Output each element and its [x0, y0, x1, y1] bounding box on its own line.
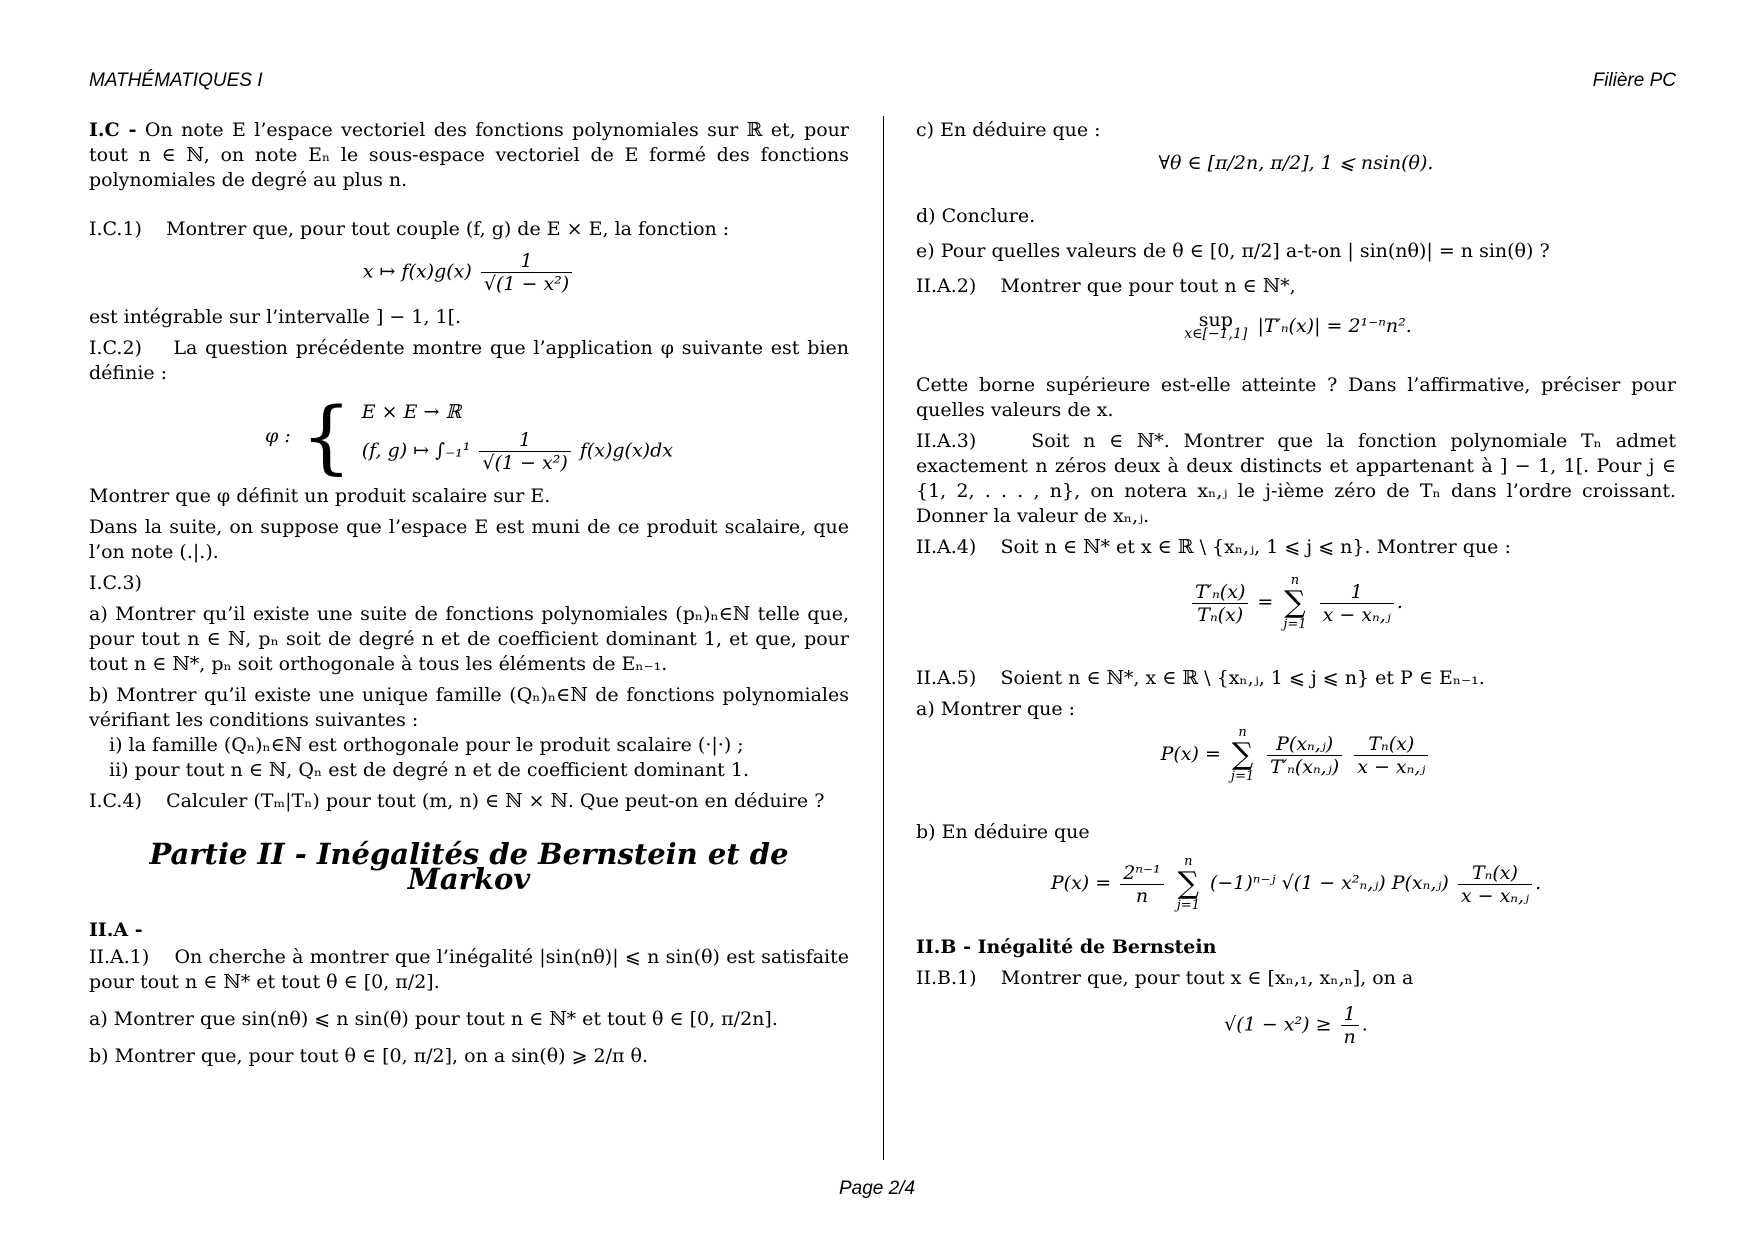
cheb-sum-top: n	[1184, 854, 1193, 869]
equation-sup	[916, 309, 1676, 342]
bern-num: 1	[1341, 1003, 1359, 1026]
header-subject: MATHÉMATIQUES I	[89, 70, 263, 91]
cheb-lhs: P(x) =	[1050, 872, 1112, 894]
page-number: Page 2/4	[838, 1178, 916, 1199]
phi-line-1: E × E → ℝ	[361, 401, 462, 423]
ld-sum	[1283, 574, 1306, 632]
header-track: Filière PC	[1592, 70, 1676, 91]
question-ic3-b-ii: ii) pour tout n ∈ ℕ, Qₙ est de degré n et de coefficient dominant 1.	[109, 759, 749, 781]
question-ic3-a: a) Montrer qu’il existe une suite de fonctions polynomiales (pₙ)ₙ∈ℕ telle que, pour tout n ∈ ℕ, pₙ soit de degré n et de coefficient dominant 1, et que, pour tout n ∈ ℕ*, pₙ soit orthogonale à tous les éléments de Eₙ₋₁.	[89, 603, 849, 675]
question-iia4	[916, 535, 1676, 560]
section-iib-label: II.B - Inégalité de Bernstein	[916, 936, 1217, 958]
phi-fraction	[479, 429, 570, 474]
question-ic2-text: La question précédente montre que l’application φ suivante est bien définie :	[89, 337, 849, 384]
cheb-sum	[1177, 855, 1200, 913]
equation-integrand	[89, 250, 849, 295]
cheb-mid: (−1)ⁿ⁻ʲ √(1 − x²ₙ,ⱼ) P(xₙ,ⱼ)	[1209, 872, 1449, 894]
question-ic4	[89, 789, 849, 814]
lag-sum-bot: j=1	[1230, 769, 1255, 784]
question-iia1-b: b) Montrer que, pour tout θ ∈ [0, π/2], on a sin(θ) ⩾ 2/π θ.	[89, 1045, 649, 1067]
question-iia5-label: II.A.5)	[916, 667, 977, 689]
equation-lagrange	[916, 726, 1676, 784]
question-ic2-suite: Dans la suite, on suppose que l’espace E est muni de ce produit scalaire, que l’on note (.|.).	[89, 516, 849, 563]
brace-symbol: {	[300, 390, 352, 483]
lag-f2-den: x − xₙ,ⱼ	[1357, 755, 1426, 778]
question-iia4-label: II.A.4)	[916, 536, 977, 558]
phi-fraction-num: 1	[479, 429, 570, 452]
question-iib1	[916, 966, 1676, 991]
lag-f2-num: Tₙ(x)	[1354, 733, 1428, 756]
cheb-f2	[1458, 862, 1532, 907]
sigma-symbol: ∑	[1231, 737, 1254, 772]
ld-den: Tₙ(x)	[1197, 603, 1244, 626]
equation-chebyshev-interp: P(x) = $\frac{\text{2ⁿ⁻¹}}{n}$ n ∑ j=1 (−1)ⁿ⁻ʲ √(1 − x²ₙ,ⱼ) P(xₙ,ⱼ) $\frac{\text{Tₙ(x)}}{\text{x − xₙ,ⱼ}}$ .	[1050, 854, 1542, 913]
question-iia1	[89, 945, 849, 995]
section-ic-label: I.C -	[89, 119, 137, 141]
ld-rden: x − xₙ,ⱼ	[1322, 603, 1391, 626]
sup-value: |T′ₙ(x)| = 2¹⁻ⁿn².	[1257, 315, 1412, 337]
section-ic-text: On note E l’espace vectoriel des fonctions polynomiales sur ℝ et, pour tout n ∈ ℕ, on note Eₙ le sous-espace vectoriel de E formé des fonctions polynomiales de degré au plus n.	[89, 119, 849, 191]
question-ic3-label: I.C.3)	[89, 572, 142, 594]
question-iib1-text: Montrer que, pour tout x ∈ [xₙ,₁, xₙ,ₙ], on a	[1000, 967, 1414, 989]
question-ic2-label: I.C.2)	[89, 337, 142, 359]
phi-line-2-left: (f, g) ↦ ∫₋₁¹	[361, 439, 471, 462]
phi-line-2-right: f(x)g(x)dx	[579, 439, 673, 462]
bern-fraction	[1341, 1003, 1359, 1048]
equation-integrand-left: x ↦ f(x)g(x)	[362, 260, 472, 283]
question-iia5	[916, 666, 1676, 691]
fraction-inv-sqrt	[481, 250, 572, 295]
left-column	[89, 118, 849, 1075]
equation-c: ∀θ ∈ [π/2n, π/2], 1 ⩽ nsin(θ).	[1158, 152, 1434, 174]
question-iia5-text: Soient n ∈ ℕ*, x ∈ ℝ \ {xₙ,ⱼ, 1 ⩽ j ⩽ n} et P ∈ Eₙ₋₁.	[1000, 667, 1485, 689]
question-iia1-label: II.A.1)	[89, 946, 150, 968]
cheb-sum-bot: j=1	[1176, 898, 1200, 913]
question-ic1-text: Montrer que, pour tout couple (f, g) de E × E, la fonction :	[166, 218, 730, 240]
column-divider	[883, 116, 884, 1160]
lag-sum	[1231, 726, 1254, 784]
ld-num: T′ₙ(x)	[1192, 581, 1248, 604]
bern-den: n	[1343, 1026, 1356, 1048]
question-ic4-text: Calculer (Tₘ|Tₙ) pour tout (m, n) ∈ ℕ × ℕ. Que peut-on en déduire ?	[166, 790, 825, 812]
question-iib1-label: II.B.1)	[916, 967, 977, 989]
question-iia5-a: a) Montrer que :	[916, 698, 1076, 720]
phi-fraction-den: √(1 − x²)	[482, 452, 568, 474]
sigma-symbol: ∑	[1177, 866, 1200, 901]
question-ic4-label: I.C.4)	[89, 790, 142, 812]
question-iia1-c: c) En déduire que :	[916, 119, 1101, 141]
question-iia1-a: a) Montrer que sin(nθ) ⩽ n sin(θ) pour tout n ∈ ℕ* et tout θ ∈ [0, π/2n].	[89, 1008, 778, 1030]
ld-fraction	[1192, 581, 1248, 626]
question-ic3-b: b) Montrer qu’il existe une unique famille (Qₙ)ₙ∈ℕ de fonctions polynomiales vérifiant les conditions suivantes :	[89, 684, 849, 731]
lag-sum-top: n	[1238, 725, 1247, 740]
question-iia2-label: II.A.2)	[916, 275, 977, 297]
phi-system	[362, 396, 673, 478]
question-ic2-show: Montrer que φ définit un produit scalaire sur E.	[89, 485, 551, 507]
question-iia2-after: Cette borne supérieure est-elle atteinte ? Dans l’affirmative, préciser pour quelles valeurs de x.	[916, 374, 1676, 421]
question-ic1	[89, 217, 849, 242]
lag-f1-num: P(xₙ,ⱼ)	[1267, 733, 1342, 756]
right-column	[916, 118, 1676, 1060]
cheb-coef-den: n	[1135, 884, 1149, 907]
ld-rfraction	[1320, 581, 1394, 626]
fraction-den: √(1 − x²)	[483, 273, 570, 295]
question-iia2	[916, 274, 1676, 299]
equation-phi	[89, 390, 849, 483]
fraction-num: 1	[481, 250, 572, 273]
lag-f1-den: T′ₙ(xₙ,ⱼ)	[1270, 755, 1340, 778]
question-ic3-b-i: i) la famille (Qₙ)ₙ∈ℕ est orthogonale pour le produit scalaire (·|·) ;	[109, 734, 744, 756]
section-iia-label: II.A -	[89, 919, 143, 941]
question-iia1-d: d) Conclure.	[916, 205, 1036, 227]
question-iia3	[916, 429, 1676, 529]
lag-lhs: P(x) =	[1160, 743, 1221, 765]
phi-line-2	[362, 429, 673, 474]
cheb-f2-den: x − xₙ,ⱼ	[1460, 884, 1530, 907]
question-ic1-after: est intégrable sur l’intervalle ] − 1, 1[.	[89, 306, 462, 328]
bern-lhs: √(1 − x²) ≥	[1224, 1013, 1332, 1036]
cheb-coef-num: 2ⁿ⁻¹	[1120, 862, 1163, 885]
sup-subscript: x∈[−1,1]	[1184, 326, 1248, 342]
question-ic2	[89, 336, 849, 386]
equation-log-derivative: $\frac{\text{T′ₙ(x)}}{\text{Tₙ(x)}}$ = n ∑ j=1 $\frac{1}{\text{x − xₙ,ⱼ}}$ .	[916, 574, 1676, 632]
section-ic	[89, 118, 849, 193]
question-iia5-b: b) En déduire que	[916, 821, 1090, 843]
question-ic1-label: I.C.1)	[89, 218, 142, 240]
ld-rnum: 1	[1320, 581, 1394, 604]
part-title: Partie II - Inégalités de Bernstein et de Markov	[149, 837, 789, 896]
equation-bernstein: √(1 − x²) ≥ $\frac{1}{n}$ .	[1224, 1003, 1368, 1048]
ld-sum-top: n	[1290, 573, 1300, 588]
lag-f2	[1354, 733, 1428, 778]
ld-sum-bot: j=1	[1283, 617, 1307, 632]
cheb-coef	[1120, 862, 1163, 907]
sigma-symbol: ∑	[1284, 585, 1306, 620]
lag-f1	[1267, 733, 1342, 778]
phi-label: φ :	[265, 425, 291, 447]
sup-word: sup	[1198, 309, 1233, 331]
question-iia3-label: II.A.3)	[916, 430, 977, 452]
cheb-f2-num: Tₙ(x)	[1458, 862, 1532, 885]
question-iia4-text: Soit n ∈ ℕ* et x ∈ ℝ \ {xₙ,ⱼ, 1 ⩽ j ⩽ n}. Montrer que :	[1000, 536, 1511, 558]
question-iia2-text: Montrer que pour tout n ∈ ℕ*,	[1000, 275, 1296, 297]
question-iia3-text: Soit n ∈ ℕ*. Montrer que la fonction polynomiale Tₙ admet exactement n zéros deux à deux distincts et appartenant à ] − 1, 1[. Pour j ∈ {1, 2, . . . , n}, on notera xₙ,ⱼ le j-ième zéro de Tₙ dans l’ordre croissant. Donner la valeur de xₙ,ⱼ.	[916, 430, 1676, 527]
question-iia1-text: On cherche à montrer que l’inégalité |sin(nθ)| ⩽ n sin(θ) est satisfaite pour tout n ∈ ℕ* et tout θ ∈ [0, π/2].	[89, 946, 849, 993]
question-iia1-e: e) Pour quelles valeurs de θ ∈ [0, π/2] a-t-on | sin(nθ)| = n sin(θ) ?	[916, 240, 1550, 262]
sup-operator	[1184, 309, 1248, 342]
